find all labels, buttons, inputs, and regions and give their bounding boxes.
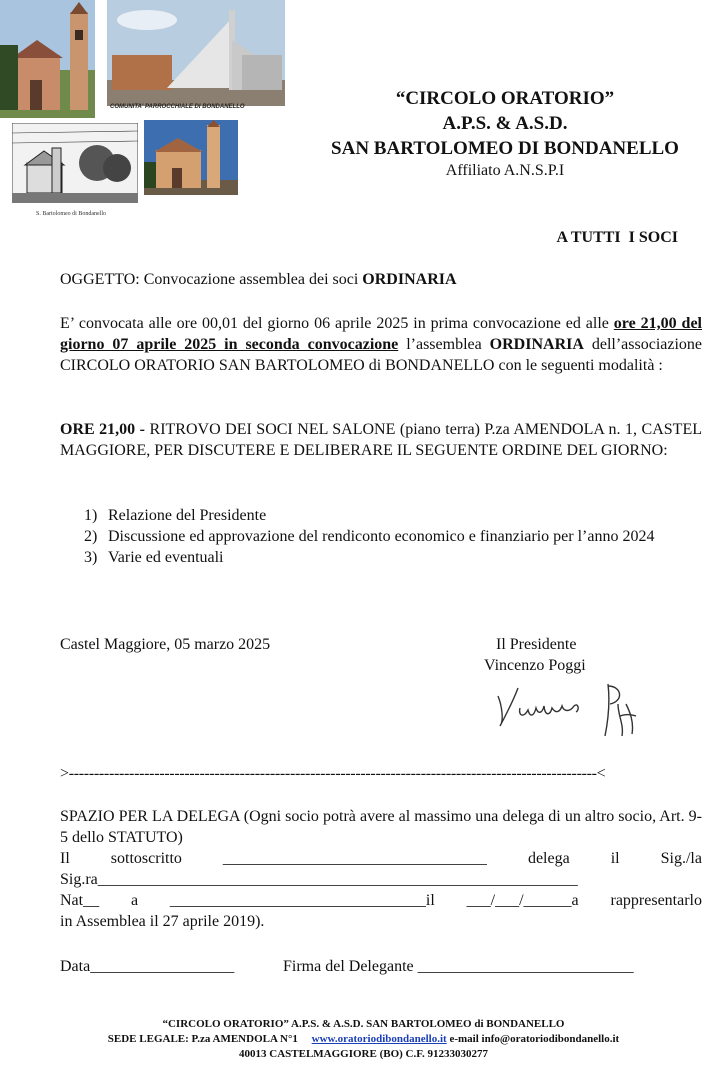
- birthdate-field[interactable]: ___/___/______a: [466, 892, 579, 909]
- convocation-first: E’ convocata alle ore 00,01 del giorno 06 aprile 2025 in prima convocazione ed alle: [60, 315, 614, 332]
- drawing-caption: S. Bartolomeo di Bondanello: [36, 211, 106, 217]
- cut-line: >---------------------------------------------------------------------------------------------------------<: [60, 765, 606, 782]
- date-field[interactable]: Data__________________: [60, 958, 235, 975]
- title-line-3: SAN BARTOLOMEO DI BONDANELLO: [331, 138, 679, 159]
- delega-line-3: Nat__ a ________________________________il ___/___/______a rappresentarlo: [60, 892, 702, 909]
- meeting-paragraph: [60, 419, 702, 461]
- title-line-1: “CIRCOLO ORATORIO”: [395, 88, 615, 109]
- convocation-mid: l’assemblea: [398, 336, 490, 353]
- second-convocation: ore 21,00 del giorno 07 aprile 2025 in seconda convocazione: [60, 315, 703, 353]
- title-line-2: A.P.S. & A.S.D.: [442, 113, 568, 134]
- president-signature: [490, 676, 650, 746]
- agenda-item: 2) Discussione ed approvazione del rendiconto economico e finanziario per l’anno 2024: [84, 528, 655, 545]
- convocation-end: dell’associazione CIRCOLO ORATORIO SAN BARTOLOMEO di BONDANELLO con le seguenti modalità :: [60, 336, 703, 374]
- agenda-item: 3) Varie ed eventuali: [84, 549, 224, 566]
- president-role: Il Presidente: [496, 636, 577, 653]
- new-church-render-image: [107, 0, 285, 106]
- footer-line-3: 40013 CASTELMAGGIORE (BO) C.F. 91233030277: [239, 1048, 488, 1060]
- website-link[interactable]: www.oratoriodibondanello.it: [311, 1033, 447, 1045]
- meeting-time: ORE 21,00 -: [60, 421, 146, 438]
- subject-type: ORDINARIA: [362, 271, 457, 288]
- delegator-name-field[interactable]: _________________________________: [222, 850, 487, 867]
- delega-line-4: in Assemblea il 27 aprile 2019).: [60, 913, 265, 930]
- association-title: [300, 86, 710, 183]
- delega-intro: SPAZIO PER LA DELEGA (Ogni socio potrà avere al massimo una delega di un altro socio, Art. 9-5 dello STATUTO): [60, 808, 702, 846]
- delegator-signature-field[interactable]: Firma del Delegante ___________________________: [283, 958, 634, 975]
- delegate-name-field[interactable]: Sig.ra____________________________________________________________: [60, 871, 578, 888]
- affiliation: Affiliato A.N.S.P.I: [445, 162, 565, 179]
- footer-line-1: “CIRCOLO ORATORIO” A.P.S. & A.S.D. SAN BARTOLOMEO di BONDANELLO: [162, 1018, 565, 1030]
- footer-line-2: SEDE LEGALE: P.za AMENDOLA N°1 www.oratoriodibondanello.it e-mail info@oratoriodibondanello.it: [107, 1033, 620, 1045]
- president-name: Vincenzo Poggi: [484, 657, 586, 674]
- recipient: A TUTTI I SOCI: [556, 229, 678, 246]
- assembly-type: ORDINARIA: [489, 336, 584, 353]
- place-date: Castel Maggiore, 05 marzo 2025: [60, 636, 271, 653]
- footer-email: e-mail info@oratoriodibondanello.it: [446, 1033, 620, 1045]
- convocation-paragraph: [60, 313, 702, 376]
- agenda-list: [84, 505, 674, 568]
- birthplace-field[interactable]: ________________________________il: [169, 892, 435, 909]
- church-drawing-image: [12, 123, 138, 203]
- old-church-photo-image: [144, 120, 238, 195]
- agenda-item: 1) Relazione del Presidente: [84, 507, 267, 524]
- delega-line-1: Il sottoscritto _________________________________ delega il Sig./la: [60, 850, 702, 867]
- subject-line: [60, 269, 705, 290]
- subject-prefix: OGGETTO: Convocazione assemblea dei soci: [60, 271, 363, 288]
- meeting-text: RITROVO DEI SOCI NEL SALONE (piano terra) P.za AMENDOLA n. 1, CASTEL MAGGIORE, PER DISCUTERE E DELIBERARE IL SEGUENTE ORDINE DEL GIORNO:: [60, 421, 702, 459]
- community-caption: COMUNITA' PARROCCHIALE DI BONDANELLO: [110, 104, 245, 110]
- church-photo-image: [0, 0, 95, 118]
